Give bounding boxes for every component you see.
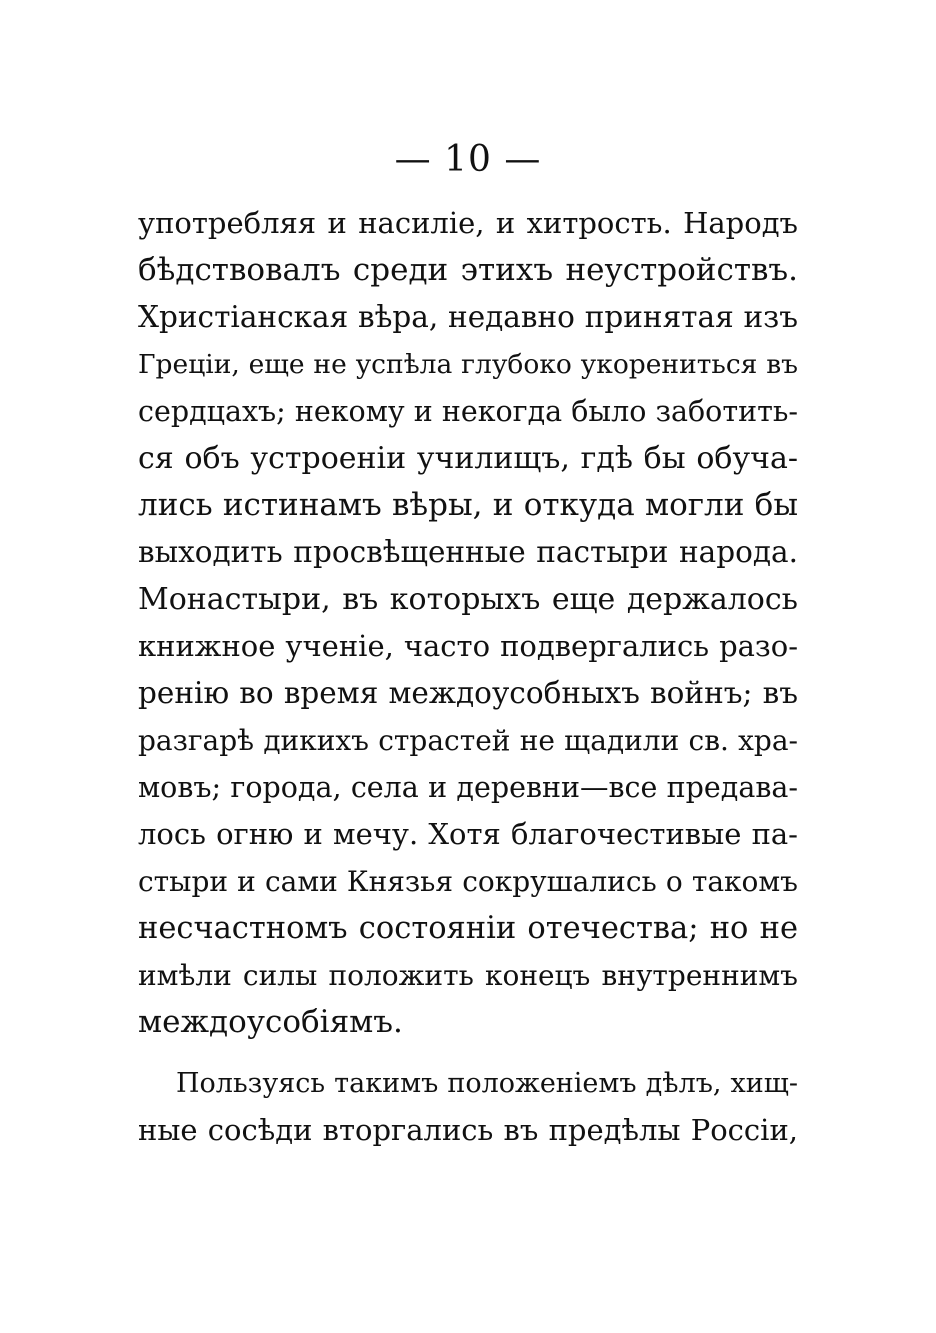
text-line: лись истинамъ вѣры, и откуда могли бы: [138, 487, 798, 523]
text-line: Греціи, еще не успѣла глубоко укорениться въ: [138, 349, 798, 380]
text-line: лось огню и мечу. Хотя благочестивые па-: [138, 817, 798, 851]
text-line: Христіанская вѣра, недавно принятая изъ: [138, 300, 798, 334]
text-line: разгарѣ дикихъ страстей не щадили св. хра-: [138, 724, 798, 757]
text-line: мовъ; города, села и деревни—все предава-: [138, 771, 798, 804]
text-line: ные сосѣди вторгались въ предѣлы Россіи,: [138, 1113, 798, 1147]
paragraph-gap: [138, 1046, 798, 1060]
text-line: Монастыри, въ которыхъ еще держалось: [138, 582, 798, 617]
text-line: ся объ устроеніи училищъ, гдѣ бы обуча-: [138, 441, 798, 476]
text-line: выходить просвѣщенные пастыри народа.: [138, 535, 798, 569]
text-line: стыри и сами Князья сокрушались о такомъ: [138, 865, 798, 898]
text-line: употребляя и насиліе, и хитрость. Народъ: [138, 206, 798, 240]
text-line: имѣли силы положить конецъ внутреннимъ: [138, 959, 798, 992]
text-line: Пользуясь такимъ положеніемъ дѣлъ, хищ-: [176, 1068, 798, 1099]
text-line: сердцахъ; некому и некогда было заботить-: [138, 395, 798, 428]
text-line: междоусобіямъ.: [138, 1004, 403, 1040]
text-line: бѣдствовалъ среди этихъ неустройствъ.: [138, 252, 798, 288]
text-line: ренію во время междоусобныхъ войнъ; въ: [138, 676, 798, 710]
text-line: книжное ученіе, часто подвергались разо-: [138, 629, 798, 663]
body-text: [138, 200, 798, 1154]
page-number: — 10 —: [394, 139, 542, 180]
text-line: несчастномъ состояніи отечества; но не: [138, 911, 798, 946]
paragraph-1: [138, 200, 798, 1046]
paragraph-2: [138, 1060, 798, 1154]
